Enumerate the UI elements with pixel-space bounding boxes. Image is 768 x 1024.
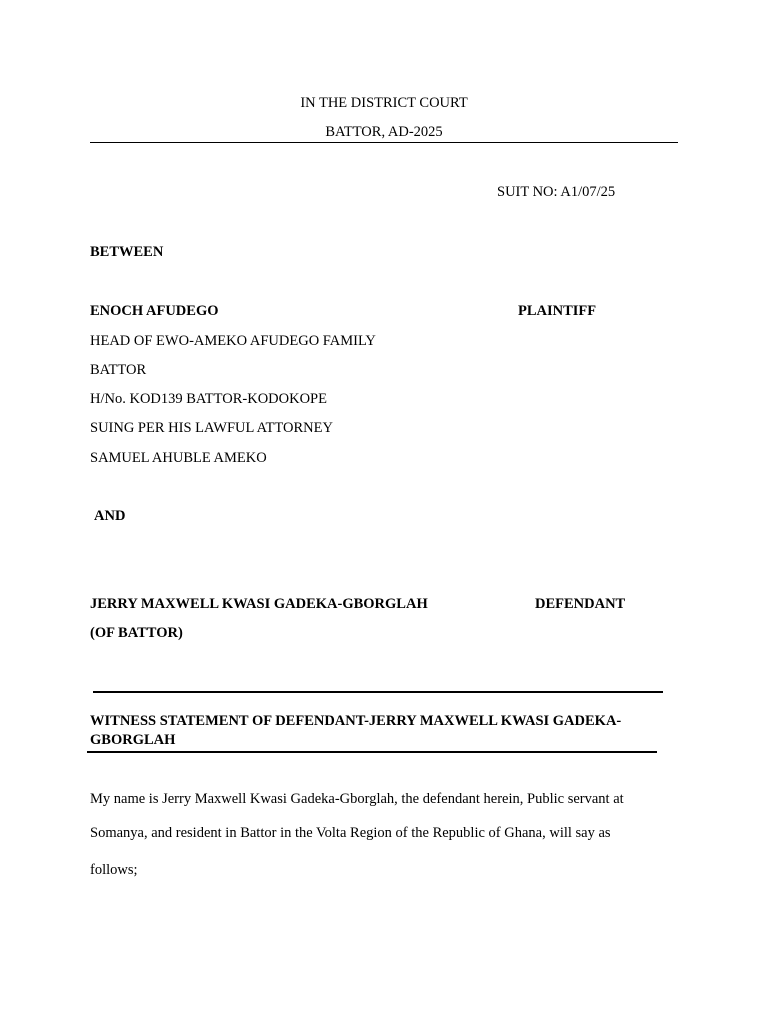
defendant-name: JERRY MAXWELL KWASI GADEKA-GBORGLAH xyxy=(90,596,428,612)
title-top-rule xyxy=(93,691,663,693)
suit-number: SUIT NO: A1/07/25 xyxy=(497,184,616,200)
statement-title-line: GBORGLAH xyxy=(90,732,176,748)
heading-divider xyxy=(90,142,678,143)
defendant-origin: (OF BATTOR) xyxy=(90,625,183,641)
plaintiff-detail: SUING PER HIS LAWFUL ATTORNEY xyxy=(90,420,333,436)
between-label: BETWEEN xyxy=(90,244,164,260)
and-label: AND xyxy=(94,508,126,524)
statement-title-line: WITNESS STATEMENT OF DEFENDANT-JERRY MAXWELL KWASI GADEKA- xyxy=(90,713,622,729)
court-name: IN THE DISTRICT COURT xyxy=(300,95,468,111)
body-paragraph-line: My name is Jerry Maxwell Kwasi Gadeka-Gborglah, the defendant herein, Public servant at xyxy=(90,791,624,807)
title-bottom-rule xyxy=(87,751,657,753)
plaintiff-name: ENOCH AFUDEGO xyxy=(90,303,219,319)
body-paragraph-line: Somanya, and resident in Battor in the Volta Region of the Republic of Ghana, will say as xyxy=(90,825,611,841)
court-location: BATTOR, AD-2025 xyxy=(325,124,443,140)
plaintiff-detail: BATTOR xyxy=(90,362,147,378)
body-paragraph-line: follows; xyxy=(90,862,138,878)
plaintiff-detail: H/No. KOD139 BATTOR-KODOKOPE xyxy=(90,391,327,407)
plaintiff-role: PLAINTIFF xyxy=(518,303,597,319)
defendant-role: DEFENDANT xyxy=(535,596,626,612)
plaintiff-detail: SAMUEL AHUBLE AMEKO xyxy=(90,450,267,466)
plaintiff-detail: HEAD OF EWO-AMEKO AFUDEGO FAMILY xyxy=(90,333,376,349)
